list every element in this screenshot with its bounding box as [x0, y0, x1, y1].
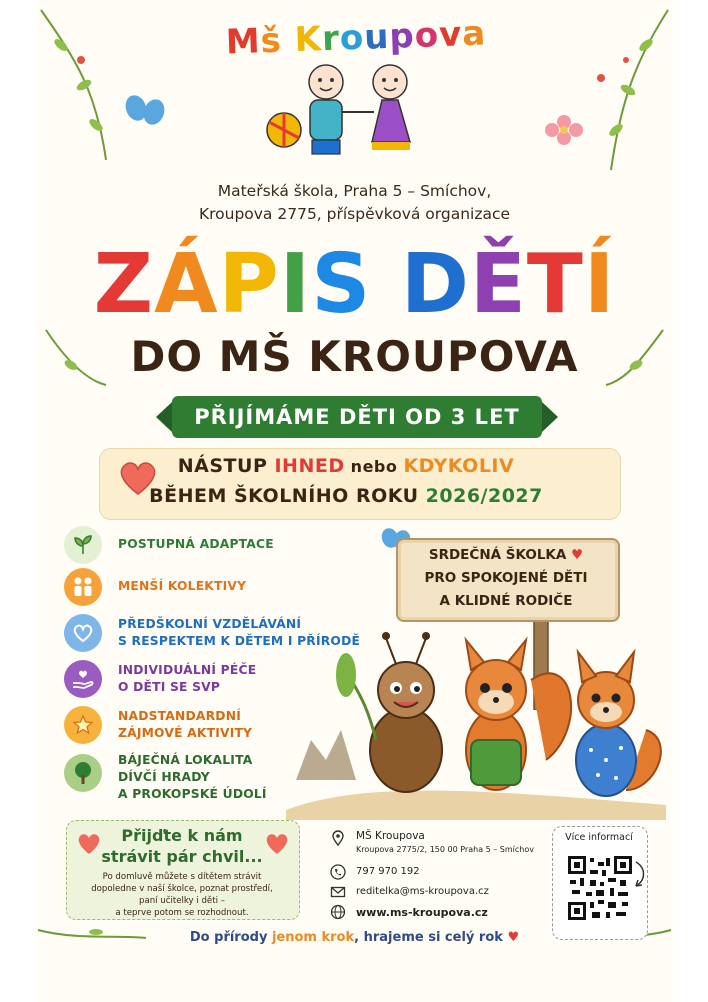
logo-letter: š [259, 20, 283, 62]
feature-line: INDIVIDUÁLNÍ PÉČE [118, 663, 257, 677]
qr-label: Více informací [565, 832, 633, 843]
footer-slogan [36, 930, 673, 945]
invite-text-4: a teprve potom se rozhodnout. [115, 908, 249, 918]
invite-heading-2: strávit pár chvil... [101, 847, 263, 866]
title-letter: Ě [469, 237, 527, 332]
ribbon-text: PŘIJÍMÁME DĚTI OD 3 LET [194, 405, 520, 429]
notice-start: NÁSTUP [177, 455, 275, 477]
notice-anytime: KDYKOLIV [403, 455, 515, 477]
feature-text [118, 578, 368, 595]
invite-text-3: paní učitelky i děti – [138, 896, 226, 906]
age-ribbon [172, 396, 542, 438]
title-letter: Á [154, 237, 219, 332]
notice-school-year: 2026/2027 [425, 485, 543, 507]
email-icon [330, 884, 346, 900]
notice-line-1 [136, 455, 556, 477]
feature-line: BÁJEČNÁ LOKALITA [118, 753, 253, 767]
sign-line-1 [396, 547, 616, 563]
logo-letter: u [363, 16, 391, 58]
contact-web[interactable]: www.ms-kroupova.cz [356, 906, 488, 919]
feature-line: A PROKOPSKÉ ÚDOLÍ [118, 787, 267, 801]
logo-letter: o [339, 17, 365, 59]
small-heart-icon: ♥ [571, 547, 584, 563]
feature-line: PŘEDŠKOLNÍ VZDĚLÁVÁNÍ [118, 617, 302, 631]
title-letter: Z [93, 237, 155, 332]
title-letter: P [218, 237, 280, 332]
notice-immediately: IHNED [274, 455, 345, 477]
feature-line: DÍVČÍ HRADY [118, 770, 210, 784]
feature-line: S RESPEKTEM K DĚTEM I PŘÍRODĚ [118, 634, 361, 648]
sign-text: SRDEČNÁ ŠKOLKA [428, 547, 567, 563]
contact-phone[interactable]: 797 970 192 [356, 866, 420, 877]
sign-line-3: A KLIDNÉ RODIČE [439, 593, 573, 609]
title-letter: T [526, 237, 584, 332]
logo-letter: M [225, 21, 262, 63]
notice-during-year: BĚHEM ŠKOLNÍHO ROKU [149, 485, 426, 507]
heart-outline-icon [64, 614, 102, 652]
notice-or: nebo [344, 457, 404, 476]
sign-line-2: PRO SPOKOJENÉ DĚTI [424, 570, 588, 586]
footer-part: hrajeme si celý rok [363, 930, 503, 945]
invite-heading-1: Přijďte k nám [121, 826, 243, 845]
title-letter: S [311, 237, 372, 332]
children-icon [64, 568, 102, 606]
feature-line: POSTUPNÁ ADAPTACE [118, 537, 274, 551]
feature-line: ZÁJMOVÉ AKTIVITY [118, 726, 253, 740]
main-title [36, 237, 673, 332]
globe-icon [330, 904, 346, 920]
small-heart-icon: ♥ [507, 930, 520, 945]
logo-letter: r [321, 18, 341, 60]
title-letter: D [400, 237, 470, 332]
star-icon [64, 706, 102, 744]
title-letter [371, 240, 401, 330]
footer-part: Do přírody [189, 930, 272, 945]
feature-line: NADSTANDARDNÍ [118, 709, 241, 723]
footer-part: jenom krok [271, 930, 355, 945]
invite-text-1: Po domluvě můžete s dítětem strávit [102, 872, 262, 882]
poster [36, 0, 673, 1002]
feature-line: MENŠÍ KOLEKTIVY [118, 579, 247, 593]
logo-letter: v [438, 14, 463, 56]
tree-icon [64, 754, 102, 792]
org-line-1: Mateřská škola, Praha 5 – Smíchov, [217, 182, 492, 200]
feature-item [64, 566, 364, 610]
notice-line-2 [136, 485, 556, 507]
contact-email[interactable]: reditelka@ms-kroupova.cz [356, 886, 489, 897]
curved-arrow-icon [632, 860, 648, 890]
contact-address: Kroupova 2775/2, 150 00 Praha 5 – Smíchov [356, 845, 534, 854]
subtitle: DO MŠ KROUPOVA [130, 332, 579, 381]
logo-letter: o [414, 15, 440, 56]
hand-heart-icon [64, 660, 102, 698]
qr-code-icon[interactable] [568, 856, 632, 920]
contact-name: MŠ Kroupova [356, 830, 425, 842]
title-letter: Í [583, 237, 616, 332]
logo-letter: p [388, 15, 416, 57]
title-letter: I [279, 237, 312, 332]
org-line-2: Kroupova 2775, příspěvková organizace [198, 205, 511, 223]
feature-line: O DĚTI SE SVP [118, 680, 221, 694]
sprout-icon [64, 526, 102, 564]
logo-letter: K [294, 19, 323, 61]
animals-illustration-icon [286, 620, 666, 820]
feature-item [64, 524, 364, 568]
footer-part: , [354, 930, 364, 945]
location-pin-icon [330, 830, 346, 846]
feature-text [118, 536, 368, 553]
phone-icon [330, 864, 346, 880]
logo-children-icon [264, 62, 464, 172]
logo-letter: a [461, 13, 487, 55]
invite-text-2: dopoledne v naší školce, poznat prostředí, [91, 884, 273, 894]
